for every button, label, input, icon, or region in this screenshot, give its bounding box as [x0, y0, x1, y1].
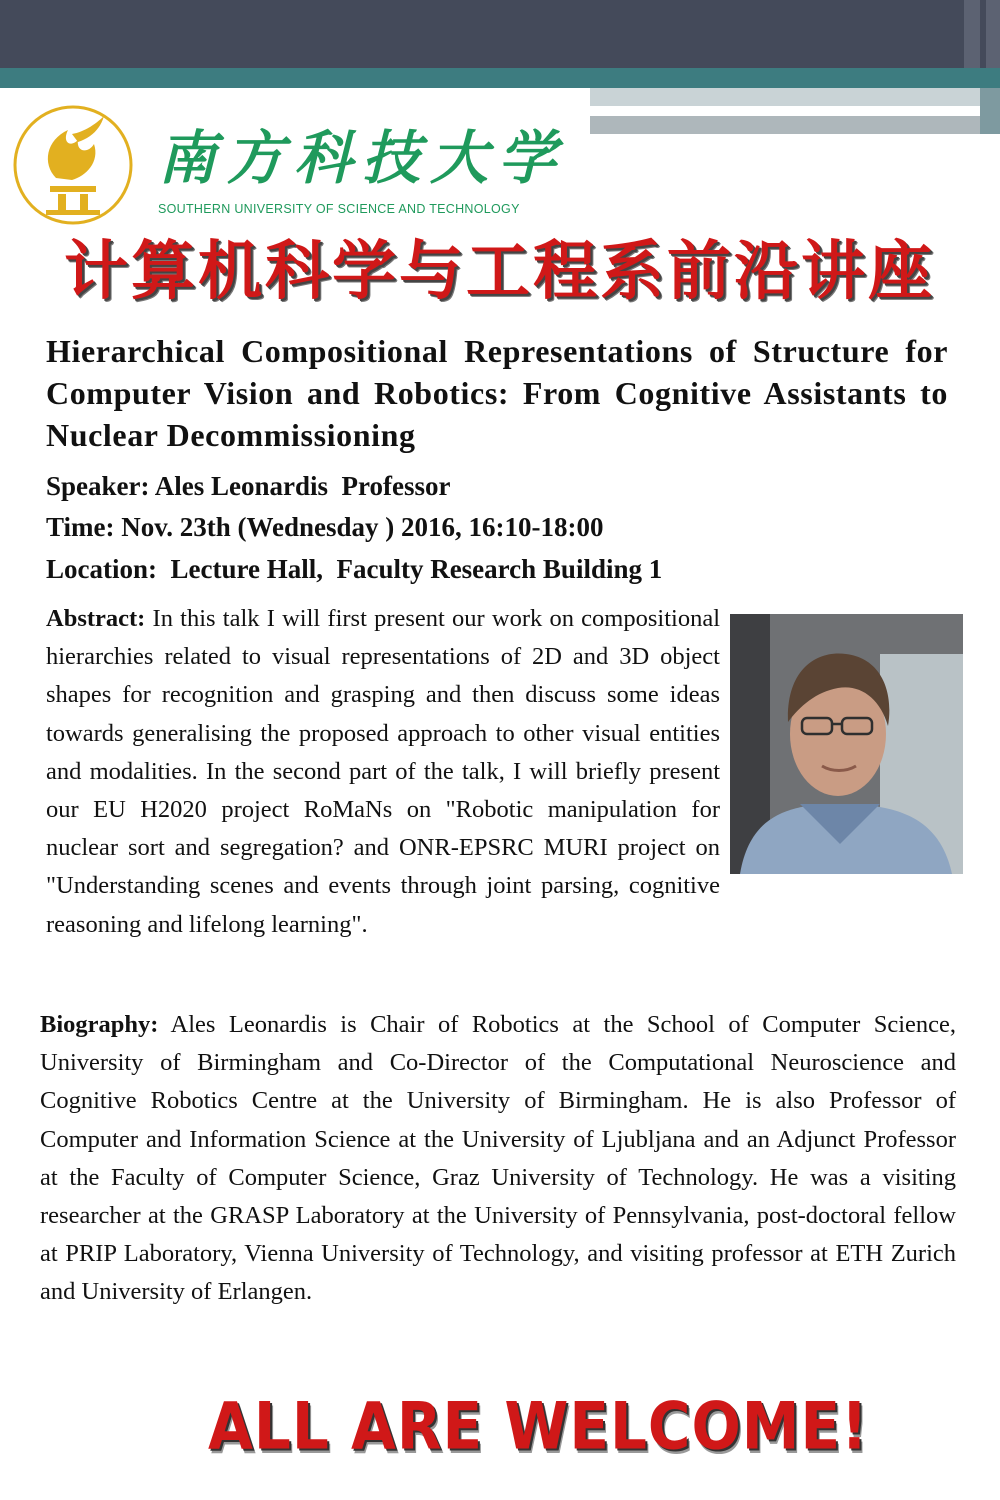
biography-section: [40, 1006, 956, 1312]
header-teal-band: [0, 68, 1000, 88]
header-grey-band: [590, 88, 1000, 106]
abstract-label: Abstract:: [46, 605, 146, 632]
speaker-photo: [730, 614, 963, 874]
header-dark-stripe: [964, 0, 980, 68]
lecture-series-banner: 计算机科学与工程系前沿讲座: [64, 235, 935, 309]
header-dark-band: [0, 0, 1000, 68]
time-line: Time: Nov. 23th (Wednesday ) 2016, 16:10-18:00: [46, 512, 604, 542]
header-white-gap: [590, 106, 1000, 116]
university-name-cn: 南方科技大学: [158, 124, 567, 192]
speaker-line: Speaker: Ales Leonardis Professor: [46, 471, 451, 501]
welcome-banner: ALL ARE WELCOME!: [208, 1387, 869, 1465]
header-dark-stripe: [986, 0, 1000, 68]
location-line: Location: Lecture Hall, Faculty Research Building 1: [46, 554, 663, 584]
talk-title: Hierarchical Compositional Representations of Structure for Computer Vision and Robotics: From Cognitive Assistants to Nuclear Decommissioning: [46, 333, 948, 453]
biography-label: Biography:: [40, 1011, 159, 1038]
abstract-section: [46, 600, 963, 944]
university-name-en: SOUTHERN UNIVERSITY OF SCIENCE AND TECHNOLOGY: [158, 202, 520, 216]
header-grey-band: [590, 116, 1000, 134]
university-logo: [12, 104, 134, 226]
abstract-text: In this talk I will first present our work on compositional hierarchies related to visual representations of 2D and 3D object shapes for recognition and grasping and then discuss some ideas towards generalising the proposed approach to other visual entities and modalities. In the second part of the talk, I will briefly present our EU H2020 project RoMaNs on "Robotic manipulation for nuclear sort and segregation? and ONR-EPSRC MURI project on "Understanding scenes and events through joint parsing, cognitive reasoning and lifelong learning".: [46, 605, 720, 938]
biography-text: Ales Leonardis is Chair of Robotics at the School of Computer Science, University of Birmingham and Co-Director of the Computational Neuroscience and Cognitive Robotics Centre at the University of Birmingham. He is also Professor of Computer and Information Science at the University of Ljubljana and an Adjunct Professor at the Faculty of Computer Science, Graz University of Technology. He was a visiting researcher at the GRASP Laboratory at the University of Pennsylvania, post-doctoral fellow at PRIP Laboratory, Vienna University of Technology, and visiting professor at ETH Zurich and University of Erlangen.: [40, 1011, 956, 1306]
header-edge-block: [980, 88, 1000, 134]
